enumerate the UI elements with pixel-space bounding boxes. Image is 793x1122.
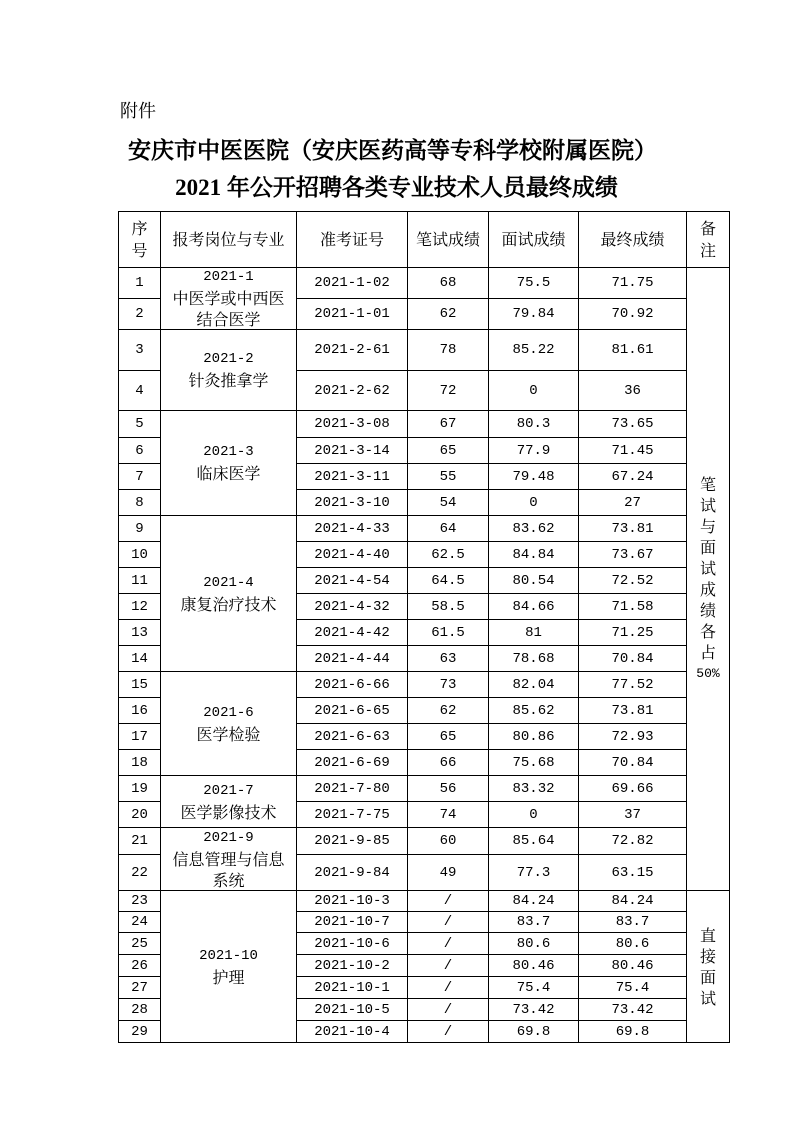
exam-id-cell: 2021-2-62 — [297, 371, 408, 411]
seq-cell: 21 — [119, 828, 161, 855]
position-code: 2021-6 — [203, 704, 254, 721]
seq-cell: 27 — [119, 977, 161, 999]
interview-score-cell: 79.48 — [489, 464, 579, 490]
written-score-cell: 62 — [408, 299, 489, 330]
exam-id-cell: 2021-4-33 — [297, 516, 408, 542]
interview-score-cell: 80.3 — [489, 411, 579, 438]
seq-cell: 29 — [119, 1021, 161, 1043]
final-score-cell: 71.75 — [579, 268, 687, 299]
written-score-cell: 66 — [408, 750, 489, 776]
final-score-cell: 73.81 — [579, 698, 687, 724]
final-score-cell: 75.4 — [579, 977, 687, 999]
written-score-cell: 62 — [408, 698, 489, 724]
interview-score-cell: 85.62 — [489, 698, 579, 724]
vertical-text-char: 号 — [131, 240, 148, 260]
remark-cell — [687, 891, 730, 1043]
position-cell — [161, 672, 297, 776]
final-score-cell: 83.7 — [579, 912, 687, 933]
vertical-text-char: 各 — [699, 622, 716, 641]
final-score-cell: 71.25 — [579, 620, 687, 646]
final-score-cell: 73.67 — [579, 542, 687, 568]
written-score-cell: 62.5 — [408, 542, 489, 568]
interview-score-cell: 80.46 — [489, 955, 579, 977]
position-major: 中医学或中西医结合医学 — [172, 289, 285, 329]
vertical-text-char: 与 — [699, 517, 716, 536]
position-cell — [161, 330, 297, 411]
vertical-text-char: 试 — [699, 988, 716, 1008]
written-score-cell: 65 — [408, 724, 489, 750]
interview-score-cell: 82.04 — [489, 672, 579, 698]
final-score-cell: 72.93 — [579, 724, 687, 750]
vertical-text-char: 面 — [699, 538, 716, 557]
written-score-cell: 63 — [408, 646, 489, 672]
exam-id-cell: 2021-6-69 — [297, 750, 408, 776]
position-major: 医学检验 — [196, 724, 261, 744]
exam-id-cell: 2021-6-65 — [297, 698, 408, 724]
seq-cell: 6 — [119, 438, 161, 464]
written-score-cell: 60 — [408, 828, 489, 855]
position-code: 2021-9 — [203, 829, 254, 846]
final-score-cell: 70.92 — [579, 299, 687, 330]
final-score-cell: 69.66 — [579, 776, 687, 802]
written-score-cell: 78 — [408, 330, 489, 371]
exam-id-cell: 2021-4-44 — [297, 646, 408, 672]
final-score-cell: 70.84 — [579, 646, 687, 672]
written-score-cell: 68 — [408, 268, 489, 299]
interview-score-cell: 77.3 — [489, 855, 579, 891]
exam-id-cell: 2021-7-80 — [297, 776, 408, 802]
written-score-cell: 58.5 — [408, 594, 489, 620]
exam-id-cell: 2021-10-7 — [297, 912, 408, 933]
exam-id-cell: 2021-4-32 — [297, 594, 408, 620]
written-score-cell: / — [408, 891, 489, 912]
written-score-cell: / — [408, 999, 489, 1021]
exam-id-cell: 2021-2-61 — [297, 330, 408, 371]
exam-id-cell: 2021-9-84 — [297, 855, 408, 891]
final-score-cell: 81.61 — [579, 330, 687, 371]
exam-id-cell: 2021-10-2 — [297, 955, 408, 977]
seq-cell: 9 — [119, 516, 161, 542]
document-title: 安庆市中医医院（安庆医药高等专科学校附属医院） — [128, 138, 657, 163]
exam-id-cell: 2021-10-4 — [297, 1021, 408, 1043]
exam-id-cell: 2021-3-11 — [297, 464, 408, 490]
final-score-cell: 73.65 — [579, 411, 687, 438]
interview-score-cell: 84.24 — [489, 891, 579, 912]
final-score-cell: 67.24 — [579, 464, 687, 490]
written-score-cell: / — [408, 977, 489, 999]
written-score-cell: 61.5 — [408, 620, 489, 646]
interview-score-cell: 84.84 — [489, 542, 579, 568]
position-major: 护理 — [212, 967, 245, 987]
seq-cell: 19 — [119, 776, 161, 802]
position-code: 2021-1 — [203, 269, 254, 285]
exam-id-cell: 2021-1-01 — [297, 299, 408, 330]
position-cell — [161, 516, 297, 672]
position-cell — [161, 776, 297, 828]
position-code: 2021-10 — [199, 947, 258, 964]
header-seq — [119, 212, 161, 268]
header-position: 报考岗位与专业 — [161, 212, 297, 268]
position-major: 医学影像技术 — [180, 802, 277, 822]
seq-cell: 20 — [119, 802, 161, 828]
interview-score-cell: 78.68 — [489, 646, 579, 672]
final-score-cell: 72.82 — [579, 828, 687, 855]
exam-id-cell: 2021-6-63 — [297, 724, 408, 750]
seq-cell: 24 — [119, 912, 161, 933]
interview-score-cell: 75.5 — [489, 268, 579, 299]
interview-score-cell: 83.32 — [489, 776, 579, 802]
interview-score-cell: 80.6 — [489, 933, 579, 955]
seq-cell: 17 — [119, 724, 161, 750]
interview-score-cell: 73.42 — [489, 999, 579, 1021]
final-score-cell: 80.46 — [579, 955, 687, 977]
seq-cell: 11 — [119, 568, 161, 594]
final-score-cell: 70.84 — [579, 750, 687, 776]
score-table — [118, 211, 730, 1043]
interview-score-cell: 75.4 — [489, 977, 579, 999]
vertical-text-char: 直 — [699, 925, 716, 945]
seq-cell: 22 — [119, 855, 161, 891]
attachment-label: 附件 — [120, 101, 156, 122]
header-final-score: 最终成绩 — [579, 212, 687, 268]
written-score-cell: 55 — [408, 464, 489, 490]
written-score-cell: 67 — [408, 411, 489, 438]
interview-score-cell: 80.54 — [489, 568, 579, 594]
exam-id-cell: 2021-9-85 — [297, 828, 408, 855]
final-score-cell: 80.6 — [579, 933, 687, 955]
interview-score-cell: 84.66 — [489, 594, 579, 620]
seq-cell: 14 — [119, 646, 161, 672]
seq-cell: 10 — [119, 542, 161, 568]
exam-id-cell: 2021-1-02 — [297, 268, 408, 299]
seq-cell: 12 — [119, 594, 161, 620]
position-cell — [161, 411, 297, 516]
interview-score-cell: 85.64 — [489, 828, 579, 855]
final-score-cell: 73.42 — [579, 999, 687, 1021]
position-cell — [161, 891, 297, 1043]
interview-score-cell: 80.86 — [489, 724, 579, 750]
written-score-cell: / — [408, 912, 489, 933]
vertical-text-char: 笔 — [699, 475, 716, 494]
position-major: 康复治疗技术 — [180, 594, 277, 614]
written-score-cell: 54 — [408, 490, 489, 516]
vertical-text-char: 序 — [131, 218, 148, 238]
written-score-cell: 49 — [408, 855, 489, 891]
vertical-text-char: 试 — [699, 496, 716, 515]
seq-cell: 2 — [119, 299, 161, 330]
exam-id-cell: 2021-6-66 — [297, 672, 408, 698]
written-score-cell: / — [408, 955, 489, 977]
interview-score-cell: 0 — [489, 371, 579, 411]
final-score-cell: 71.58 — [579, 594, 687, 620]
position-major: 针灸推拿学 — [188, 371, 269, 390]
written-score-cell: 65 — [408, 438, 489, 464]
final-score-cell: 84.24 — [579, 891, 687, 912]
interview-score-cell: 83.62 — [489, 516, 579, 542]
written-score-cell: 73 — [408, 672, 489, 698]
interview-score-cell: 0 — [489, 802, 579, 828]
exam-id-cell: 2021-10-3 — [297, 891, 408, 912]
seq-cell: 8 — [119, 490, 161, 516]
seq-cell: 18 — [119, 750, 161, 776]
vertical-text-char: 绩 — [699, 601, 716, 620]
vertical-text-char: 备 — [699, 218, 716, 238]
final-score-cell: 73.81 — [579, 516, 687, 542]
exam-id-cell: 2021-10-5 — [297, 999, 408, 1021]
written-score-cell: 64.5 — [408, 568, 489, 594]
remark-cell — [687, 268, 730, 891]
interview-score-cell: 83.7 — [489, 912, 579, 933]
interview-score-cell: 0 — [489, 490, 579, 516]
header-written-score: 笔试成绩 — [408, 212, 489, 268]
written-score-cell: / — [408, 1021, 489, 1043]
position-code: 2021-4 — [203, 574, 254, 591]
final-score-cell: 36 — [579, 371, 687, 411]
final-score-cell: 63.15 — [579, 855, 687, 891]
exam-id-cell: 2021-7-75 — [297, 802, 408, 828]
seq-cell: 23 — [119, 891, 161, 912]
seq-cell: 15 — [119, 672, 161, 698]
vertical-text-char: 占 — [699, 643, 716, 662]
final-score-cell: 69.8 — [579, 1021, 687, 1043]
exam-id-cell: 2021-4-42 — [297, 620, 408, 646]
interview-score-cell: 69.8 — [489, 1021, 579, 1043]
seq-cell: 16 — [119, 698, 161, 724]
exam-id-cell: 2021-10-6 — [297, 933, 408, 955]
interview-score-cell: 75.68 — [489, 750, 579, 776]
document-subtitle: 2021 年公开招聘各类专业技术人员最终成绩 — [175, 175, 618, 200]
vertical-text-char: 试 — [699, 559, 716, 578]
vertical-text-char: 注 — [699, 240, 716, 260]
seq-cell: 13 — [119, 620, 161, 646]
written-score-cell: 56 — [408, 776, 489, 802]
vertical-text-char: 接 — [699, 946, 716, 966]
header-interview-score: 面试成绩 — [489, 212, 579, 268]
interview-score-cell: 79.84 — [489, 299, 579, 330]
final-score-cell: 71.45 — [579, 438, 687, 464]
exam-id-cell: 2021-3-08 — [297, 411, 408, 438]
position-code: 2021-7 — [203, 782, 254, 799]
interview-score-cell: 77.9 — [489, 438, 579, 464]
seq-cell: 28 — [119, 999, 161, 1021]
exam-id-cell: 2021-3-14 — [297, 438, 408, 464]
written-score-cell: / — [408, 933, 489, 955]
vertical-text-char: 成 — [699, 580, 716, 599]
exam-id-cell: 2021-4-40 — [297, 542, 408, 568]
exam-id-cell: 2021-3-10 — [297, 490, 408, 516]
seq-cell: 25 — [119, 933, 161, 955]
position-code: 2021-2 — [203, 351, 254, 367]
seq-cell: 4 — [119, 371, 161, 411]
final-score-cell: 37 — [579, 802, 687, 828]
header-exam-id: 准考证号 — [297, 212, 408, 268]
written-score-cell: 74 — [408, 802, 489, 828]
interview-score-cell: 81 — [489, 620, 579, 646]
position-cell — [161, 268, 297, 330]
exam-id-cell: 2021-10-1 — [297, 977, 408, 999]
exam-id-cell: 2021-4-54 — [297, 568, 408, 594]
vertical-text-char: 面 — [699, 967, 716, 987]
seq-cell: 5 — [119, 411, 161, 438]
seq-cell: 26 — [119, 955, 161, 977]
position-major: 临床医学 — [196, 464, 261, 483]
seq-cell: 7 — [119, 464, 161, 490]
position-major: 信息管理与信息系统 — [172, 849, 285, 890]
seq-cell: 3 — [119, 330, 161, 371]
written-score-cell: 72 — [408, 371, 489, 411]
final-score-cell: 72.52 — [579, 568, 687, 594]
seq-cell: 1 — [119, 268, 161, 299]
final-score-cell: 27 — [579, 490, 687, 516]
final-score-cell: 77.52 — [579, 672, 687, 698]
vertical-text-char: 50% — [696, 666, 720, 681]
header-remark — [687, 212, 730, 268]
position-code: 2021-3 — [203, 444, 254, 460]
interview-score-cell: 85.22 — [489, 330, 579, 371]
written-score-cell: 64 — [408, 516, 489, 542]
position-cell — [161, 828, 297, 891]
